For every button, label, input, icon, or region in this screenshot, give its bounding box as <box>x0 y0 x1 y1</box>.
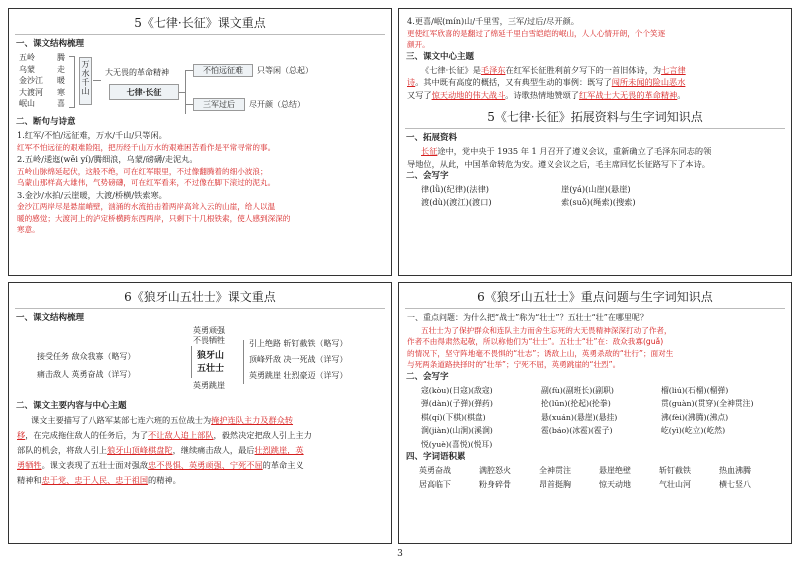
connector <box>243 340 244 384</box>
phrase: 横七竖八 <box>719 480 751 489</box>
phrase: 满腔怒火 <box>479 466 511 475</box>
poem-meaning: 暖的感觉；大渡河上的泸定桥横跨东西两岸，只剩下十几根铁索，使人感到深深的 <box>17 213 291 223</box>
places-column <box>19 52 43 110</box>
panel-title: 5《七律·长征》课文重点 <box>15 15 385 35</box>
word-entry: 雹(báo)(冰雹)(雹子) <box>541 426 613 435</box>
section-heading: 一、课文结构梳理 <box>16 313 85 323</box>
answer-line: 的情况下，坚守阵地毫不畏惧的“壮志”；诱敌上山，英勇杀敌的“壮行”；面对生 <box>407 348 674 358</box>
structure-diagram <box>17 326 383 398</box>
place: 乌蒙 <box>19 64 35 74</box>
word-entry: 涧(jiàn)(山涧)(溪涧) <box>421 426 493 435</box>
key-term: 七言律 <box>661 64 686 75</box>
key-term: 勇牺牲 <box>17 460 42 470</box>
poem-meaning: 更使红军欣喜的是翻过了绵延千里白雪皑皑的岷山，人人心情开朗，个个笑逐 <box>407 28 666 38</box>
key-term: 惊天动地的伟大战斗 <box>431 89 506 100</box>
key-question: 一、重点问题：为什么把“战士”称为“壮士”？五壮士“壮”在哪里呢？ <box>407 313 648 322</box>
section-heading: 二、会写字 <box>406 371 449 382</box>
connector <box>93 80 101 81</box>
branch-box: 三军过后 <box>193 98 245 111</box>
word-entry: 律(lǜ)(纪律)(法律) <box>421 184 489 194</box>
text: 《七律·长征》是 <box>421 64 481 75</box>
panel-qilv-key-points <box>8 8 392 276</box>
verb: 寒 <box>57 87 65 97</box>
vertical-box-label: 万水千山 <box>81 60 90 96</box>
content-line <box>9 473 391 488</box>
text: 课文主要描写了八路军某部七连六班的五位战士为 <box>31 415 212 425</box>
connector <box>185 104 193 105</box>
place: 五岭 <box>19 53 35 62</box>
word-entry: 榴(liú)(石榴)(榴弹) <box>661 385 729 395</box>
key-term: 不让敌人追上部队 <box>148 430 214 440</box>
key-term: 红军战士大无畏的革命精神 <box>578 89 678 100</box>
center-text: 五壮士 <box>197 364 225 374</box>
phrase: 惊天动地 <box>599 480 631 489</box>
word-list <box>399 384 791 452</box>
text: 的精神。 <box>148 475 181 485</box>
section-heading: 二、课文主要内容与中心主题 <box>16 401 127 411</box>
content-line <box>9 443 391 458</box>
phrase: 全神贯注 <box>539 466 571 475</box>
trait: 不畏牺牲 <box>193 336 225 345</box>
branch-note: 只等闲（总起） <box>257 66 313 75</box>
word-entry: 弹(dàn)(子弹)(弹药) <box>421 399 493 408</box>
panel-langyashan-key-points <box>8 282 392 544</box>
key-term: 忠于党、忠于人民、忠于祖国 <box>41 475 149 485</box>
text: 。诗歌热情地赞颂了 <box>505 89 579 100</box>
theme-line <box>399 76 791 89</box>
right-branches <box>249 336 348 384</box>
word-entry: 悦(yuè)(喜悦)(悦耳) <box>421 439 493 449</box>
content-line <box>9 458 391 473</box>
verb: 走 <box>57 64 65 74</box>
word-row <box>399 183 791 196</box>
extension-line: 导地位，从此，中国革命转危为安。遵义会议之后，毛主席回忆长征路写下了本诗。 <box>407 158 710 169</box>
center-text: 狼牙山 <box>197 351 225 361</box>
panel-title: 6《狼牙山五壮士》重点问题与生字词知识点 <box>405 289 785 309</box>
key-term: 闯所未闻的险山恶水 <box>611 77 686 87</box>
answer-line: 五壮士为了保护群众和连队主力而舍生忘死的大无畏精神深深打动了作者， <box>421 325 672 335</box>
trait: 英勇跳崖 <box>193 381 225 390</box>
word-row <box>399 196 791 209</box>
word-entry: 悬(xuán)(悬崖)(悬挂) <box>541 412 618 422</box>
phrase: 悬崖绝壁 <box>599 466 631 475</box>
branch: 痛击敌人 英勇奋战（详写） <box>37 370 136 379</box>
key-term: 移 <box>17 430 26 440</box>
poem-meaning: 寒意。 <box>17 225 40 234</box>
word-entry: 副(fù)(副班长)(副职) <box>541 385 614 395</box>
text: ，在完成拖住敌人的任务后，为了 <box>25 430 149 440</box>
word-entry: 寇(kòu)(日寇)(敌寇) <box>421 385 493 395</box>
phrase: 斩钉截铁 <box>659 466 691 475</box>
key-term: 忠不畏惧、英勇顽强、宁死不屈 <box>148 460 263 470</box>
section-heading: 一、课文结构梳理 <box>16 39 85 49</box>
phrase: 昂首挺胸 <box>539 480 571 489</box>
panel-qilv-continued <box>398 8 792 276</box>
text: 在红军长征胜利前夕写下的一首旧体诗，为 <box>505 64 662 75</box>
branch: 接受任务 敌众我寡（略写） <box>37 352 136 361</box>
panel-langyashan-questions-words <box>398 282 792 544</box>
word-entry: 渡(dù)(渡江)(渡口) <box>421 196 492 207</box>
key-term: 长征 <box>421 146 438 156</box>
key-term: 诗 <box>407 77 416 87</box>
center-label <box>197 350 224 376</box>
word-entry: 索(suǒ)(绳索)(搜索) <box>561 196 636 207</box>
panel-title: 5《七律·长征》拓展资料与生字词知识点 <box>405 109 785 129</box>
verbs-column <box>57 52 65 110</box>
word-entry: 沸(fèi)(沸腾)(沸点) <box>661 412 729 422</box>
phrase: 热血沸腾 <box>719 466 751 475</box>
key-term: 掩护连队主力及群众转 <box>211 415 294 425</box>
text: 又写了 <box>407 89 432 100</box>
key-term: 狼牙山顶峰棋盘陀 <box>107 445 173 455</box>
spirit-label: 大无畏的革命精神 <box>105 68 169 77</box>
phrase: 英勇奋战 <box>419 466 451 475</box>
poem-meaning: 红军不怕远征的艰难险阻，把历经千山万水的艰难困苦看作是平常寻常的事。 <box>17 142 276 152</box>
section-heading: 二、断句与诗意 <box>16 117 76 127</box>
trait-labels <box>193 326 225 346</box>
section-heading: 二、会写字 <box>406 171 449 181</box>
content-line <box>9 413 391 428</box>
place: 大渡河 <box>19 87 43 97</box>
word-entry: 贯(guàn)(贯穿)(全神贯注) <box>661 399 754 408</box>
word-entry: 崖(yá)(山崖)(悬崖) <box>561 184 631 194</box>
connector <box>185 70 193 71</box>
extension-line <box>399 145 791 158</box>
poem-line: 3.金沙/水拍/云崖暖，大渡/桥横/铁索寒。 <box>17 189 167 200</box>
answer-line: 与死两条道路抉择时的“壮举”；宁死不屈，英勇跳崖的“壮烈”。 <box>407 360 621 369</box>
page-number: 3 <box>397 549 403 559</box>
branch-box: 不怕远征难 <box>193 64 253 77</box>
bracket <box>69 56 75 108</box>
verb: 暖 <box>57 76 65 85</box>
vertical-box <box>79 57 92 105</box>
connector <box>191 346 192 378</box>
poem-meaning: 乌蒙山那样高大雄伟，气势磅礴，可在红军看来，不过像在脚下滚过的泥丸。 <box>17 178 276 187</box>
left-branches <box>37 350 136 382</box>
word-entry: 棋(qí)(下棋)(棋盘) <box>421 412 486 422</box>
poem-line: 4.更喜/岷(mín)山/千里雪，三军/过后/尽开颜。 <box>407 16 579 26</box>
text: 部队的机会，将敌人引上 <box>17 445 108 455</box>
phrase: 粉身碎骨 <box>479 480 511 489</box>
key-term: 壮烈跳崖，英 <box>254 445 304 455</box>
word-entry: 抡(lūn)(抡起)(抡拳) <box>541 399 611 408</box>
connector <box>185 70 186 114</box>
phrase-list <box>399 464 791 492</box>
text: 途中，党中央于 1935 年 1 月召开了遵义会议，重新确立了毛泽东同志的领 <box>437 146 712 156</box>
content-line <box>9 428 391 443</box>
poem-meaning: 五岭山脉绵延起伏，这般不绝，可在红军眼里，不过像翻腾着的细小波浪； <box>17 166 268 176</box>
text: ，毅然决定把敌人引上主力 <box>213 430 312 440</box>
poem-meaning: 金沙江两岸尽是悬崖峭壁，汹涌的水流拍击着两岸高耸入云的山崖，给人以温 <box>17 202 276 211</box>
section-heading: 四、字词语积累 <box>406 452 466 462</box>
key-term: 毛泽东 <box>480 64 506 75</box>
structure-diagram <box>17 52 383 114</box>
text: 的革命主义 <box>262 460 304 470</box>
text: 精神和 <box>17 475 42 485</box>
poem-line: 2.五岭/逶迤(wēi yí)/腾细浪，乌蒙/磅礴/走泥丸。 <box>17 154 198 164</box>
answer-line: 作者不由得肃然起敬，所以称他们为“壮士”。五壮士“壮”在：敌众我寡(guǎ) <box>407 337 664 346</box>
poem-meaning: 颜开。 <box>407 40 430 49</box>
branch-note: 尽开颜（总结） <box>249 100 305 109</box>
center-box: 七律·长征 <box>109 84 179 100</box>
section-heading: 三、课文中心主题 <box>406 51 475 62</box>
branch: 引上绝路 斩钉截铁（略写） <box>249 339 348 348</box>
branch: 顶峰歼敌 决一死战（详写） <box>249 355 348 364</box>
place: 岷山 <box>19 99 35 108</box>
text: 。 <box>677 89 686 100</box>
phrase: 居高临下 <box>419 480 451 489</box>
phrase: 气壮山河 <box>659 480 691 489</box>
theme-line <box>399 64 791 77</box>
word-entry: 屹(yì)(屹立)(屹然) <box>661 426 726 435</box>
text: ，继续痛击敌人，最后 <box>172 445 255 455</box>
panel-title: 6《狼牙山五壮士》课文重点 <box>15 289 385 309</box>
text: 。课文表现了五壮士面对强敌 <box>41 460 149 470</box>
section-heading: 一、拓展资料 <box>406 133 458 143</box>
verb: 腾 <box>57 53 65 62</box>
theme-line <box>399 89 791 102</box>
text: 。其中既有高度的概括，又有典型生动的事例：既写了 <box>415 77 612 87</box>
verb: 喜 <box>57 99 65 108</box>
branch: 英勇跳崖 壮烈豪迈（详写） <box>249 371 348 380</box>
trait: 英勇顽强 <box>193 326 225 335</box>
poem-line: 1.红军/不怕/远征难，万水/千山/只等闲。 <box>17 130 167 140</box>
place: 金沙江 <box>19 76 43 85</box>
